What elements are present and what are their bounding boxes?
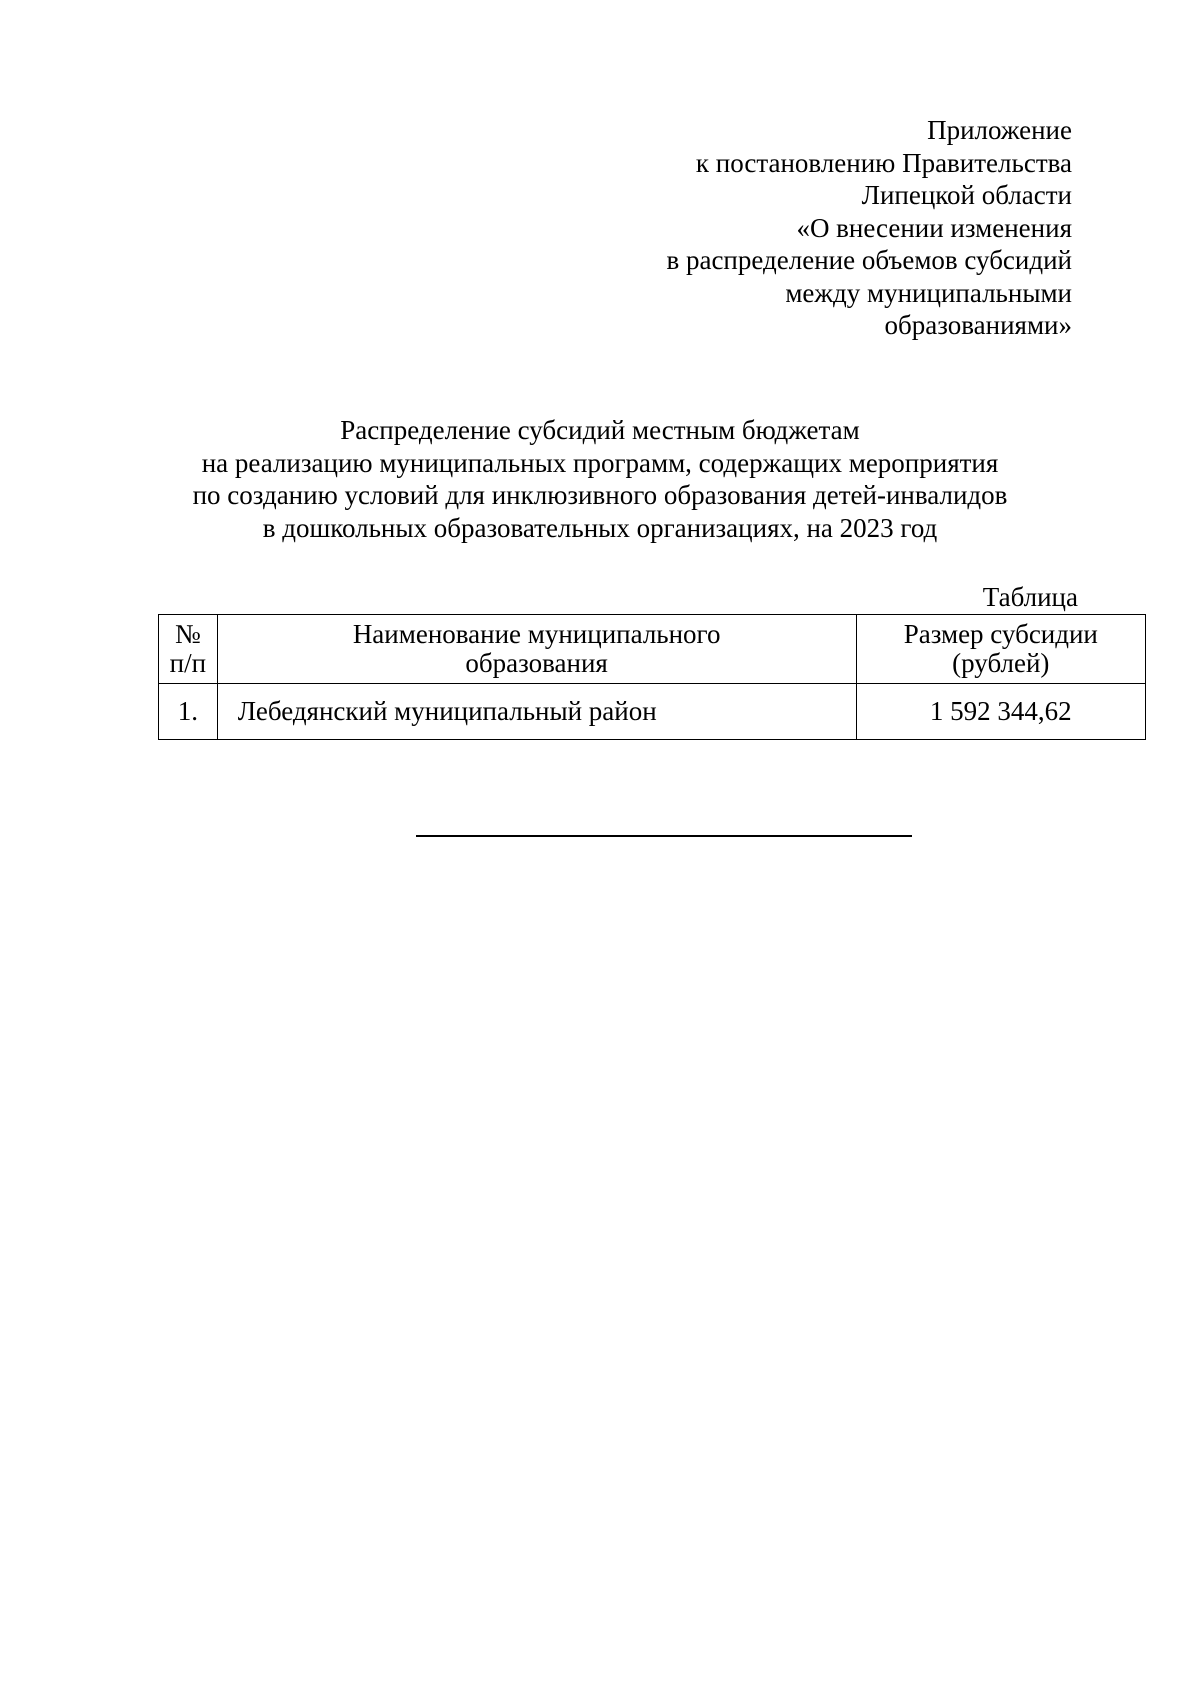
title-line: на реализацию муниципальных программ, содержащих мероприятия (201, 447, 999, 478)
appendix-line: «О внесении изменения (796, 212, 1072, 243)
appendix-line: Липецкой области (861, 180, 1072, 210)
header-name-cell: Наименование муниципального образования (217, 615, 856, 684)
header-number-cell (159, 615, 218, 684)
row-amount-cell: 1 592 344,62 (856, 684, 1145, 740)
table-header-row (159, 615, 1146, 684)
appendix-line: к постановлению Правительства (695, 147, 1072, 178)
table-row (159, 684, 1146, 740)
appendix-line: образованиями» (884, 310, 1072, 340)
table-label: Таблица (982, 582, 1078, 612)
closing-divider (416, 835, 912, 837)
header-amount-cell: Размер субсидии (рублей) (856, 615, 1145, 684)
appendix-line: между муниципальными (785, 277, 1072, 308)
header-number-sign: № (174, 619, 201, 649)
row-name-cell: Лебедянский муниципальный район (217, 684, 856, 740)
title-line: по созданию условий для инклюзивного образования детей-инвалидов (192, 480, 1008, 510)
appendix-line: Приложение (927, 115, 1072, 145)
header-number-pp: п/п (169, 648, 207, 678)
document-title (0, 414, 1200, 544)
title-line: в дошкольных образовательных организациях, на 2023 год (262, 512, 938, 543)
appendix-line: в распределение объемов субсидий (666, 245, 1072, 275)
appendix-block (512, 114, 1072, 342)
subsidy-table (158, 614, 1146, 740)
row-number-cell: 1. (159, 684, 218, 740)
title-line: Распределение субсидий местным бюджетам (340, 415, 860, 445)
